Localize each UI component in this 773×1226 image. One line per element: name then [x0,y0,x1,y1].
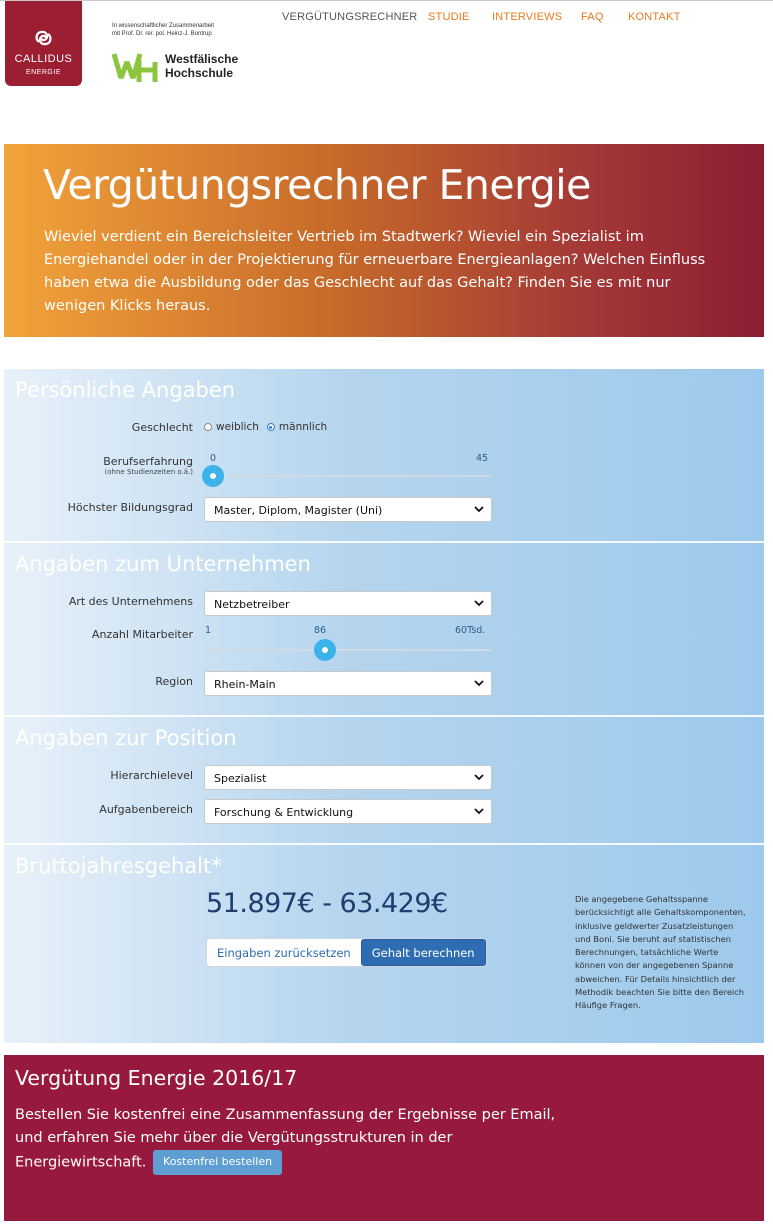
experience-slider-handle[interactable] [202,465,224,487]
order-free-button[interactable]: Kostenfrei bestellen [153,1150,282,1175]
salary-calculator [4,369,764,1043]
partner-line-1: Westfälische [165,52,239,66]
experience-label-text: Berufserfahrung [103,455,193,468]
callidus-swirl-icon [5,28,82,48]
employees-slider-handle[interactable] [314,639,336,661]
experience-max: 45 [476,453,489,464]
region-select[interactable] [204,671,492,696]
section-title-position: Angaben zur Position [15,726,237,750]
collab-line-1: In wissenschaftlicher Zusammenarbeit [112,23,215,29]
chevron-down-icon [474,679,484,687]
employees-min: 1 [205,625,212,636]
hero-text: Wieviel verdient ein Bereichsleiter Vertrieb im Stadtwerk? Wieviel ein Spezialist im Energiehandel oder in der Projektierung für erneuerbare Energieanlagen? Welchen Einfluss haben etwa die Ausbildung oder das Geschlecht auf das Gehalt? Finden Sie es mit nur wenigen Klicks heraus. [44,229,706,314]
salary-disclaimer: Die angegebene Gehaltsspanne berücksichtigt alle Gehaltskomponenten, inklusive geldwerter Zusatzleistungen und Boni. Sie beruht auf statistischen Berechnungen, tatsächliche Werte können von der angegebenen Spanne abweichen. Für Details hinsichtlich der Methodik beachten Sie bitte den Bereich Häufige Fragen. [575,894,746,1011]
chevron-down-icon [474,599,484,607]
experience-slider-track[interactable] [210,475,491,477]
experience-min: 0 [210,453,217,464]
hierarchy-select[interactable] [204,765,492,790]
salary-button-group [206,938,487,967]
section-divider [4,541,764,543]
task-area-select[interactable] [204,799,492,824]
hierarchy-label: Hierarchielevel [110,769,193,782]
region-label: Region [155,675,193,688]
education-select[interactable] [204,497,492,522]
gender-option-maennlich[interactable]: männlich [278,421,328,433]
collab-line-2: mit Prof. Dr. rer. pol. Heinz-J. Bontrup [112,31,212,37]
nav-studie[interactable]: STUDIE [428,11,470,23]
employees-label: Anzahl Mitarbeiter [91,628,193,641]
nav-faq[interactable]: FAQ [581,11,604,23]
chevron-down-icon [474,807,484,815]
callidus-logo[interactable] [5,1,82,86]
chevron-down-icon [474,505,484,513]
experience-label-sub: (ohne Studienzeiten o.ä.) [104,468,193,476]
task-area-label: Aufgabenbereich [99,803,193,816]
nav-interviews[interactable]: INTERVIEWS [492,11,563,23]
salary-range: 51.897€ - 63.429€ [206,888,448,919]
section-divider [4,843,764,845]
westfaelische-hochschule-logo-icon [112,50,158,84]
company-type-select[interactable] [204,591,492,616]
top-border [0,0,773,1]
gender-radio-maennlich[interactable] [267,423,275,431]
education-label: Höchster Bildungsgrad [67,501,193,514]
task-area-selected: Forschung & Entwicklung [214,806,354,819]
employees-max: 60Tsd. [455,625,486,636]
gender-option-weiblich[interactable]: weiblich [216,421,259,433]
company-type-label: Art des Unternehmens [68,595,193,608]
promo-title: Vergütung Energie 2016/17 [15,1066,298,1090]
promo-text: Bestellen Sie kostenfrei eine Zusammenfassung der Ergebnisse per Email, und erfahren Sie mehr über die Vergütungsstrukturen in der Energiewirtschaft. [15,1107,556,1171]
employees-slider-track[interactable] [210,649,491,651]
region-selected: Rhein-Main [214,678,276,691]
gender-radio-group [204,421,327,433]
employees-value: 86 [314,625,327,636]
logo-sub: ENERGIE [25,69,61,76]
section-title-personal: Persönliche Angaben [15,378,236,402]
hero-banner [4,144,764,337]
page-title: Vergütungsrechner Energie [43,161,591,209]
nav-kontakt[interactable]: KONTAKT [628,11,681,23]
section-title-salary: Bruttojahresgehalt* [15,854,222,878]
partner-line-2: Hochschule [165,66,234,80]
hierarchy-selected: Spezialist [214,772,267,785]
section-divider [4,715,764,717]
calculate-salary-button[interactable]: Gehalt berechnen [361,939,486,966]
collaboration-note [112,22,272,38]
promo-text-block [15,1104,575,1175]
company-type-selected: Netzbetreiber [214,598,290,611]
chevron-down-icon [474,773,484,781]
nav-verguetungsrechner[interactable]: VERGÜTUNGSRECHNER [282,11,418,23]
logo-name: CALLIDUS [14,53,73,65]
gender-label: Geschlecht [131,421,193,434]
promo-section [4,1055,764,1221]
experience-label [4,455,193,477]
partner-name[interactable] [165,52,238,80]
gender-radio-weiblich[interactable] [204,423,212,431]
section-title-company: Angaben zum Unternehmen [15,552,311,576]
reset-button[interactable]: Eingaben zurücksetzen [217,946,351,960]
education-selected: Master, Diplom, Magister (Uni) [214,504,383,517]
